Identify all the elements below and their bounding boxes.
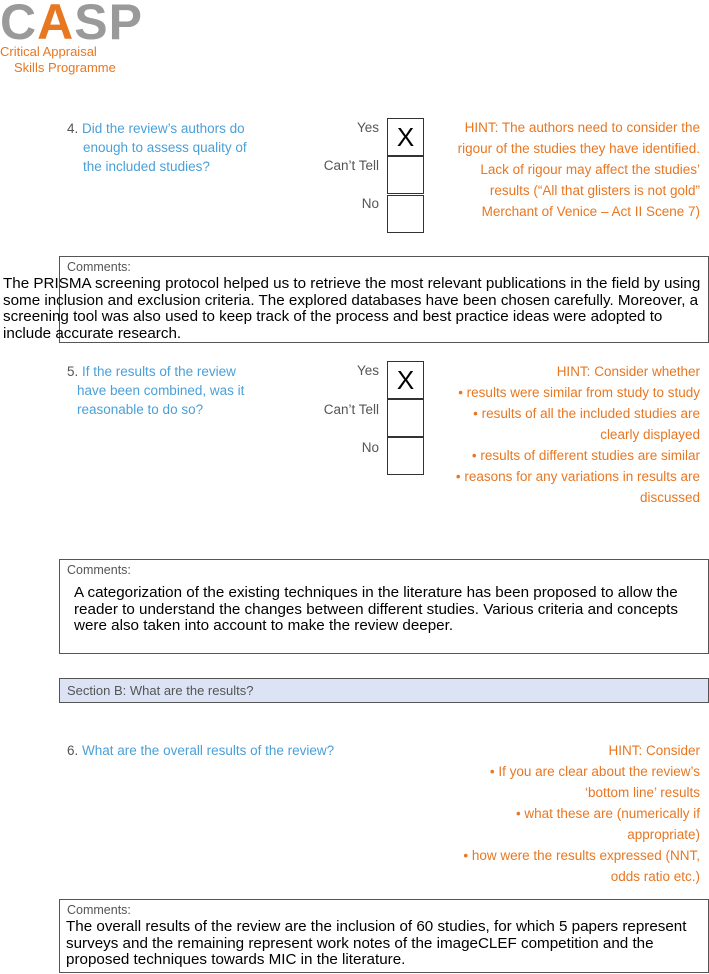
q5-hint-line: • reasons for any variations in results are: [455, 469, 700, 484]
q5-option-yes: Yes: [356, 363, 379, 378]
q6-hint-line: • what these are (numerically if: [515, 806, 700, 821]
q4-hint-line: Lack of rigour may affect the studies’: [480, 162, 700, 177]
logo-letter-a: A: [37, 0, 75, 50]
q5-hint-line: • results were similar from study to study: [458, 385, 700, 400]
q4-option-no: No: [361, 196, 379, 211]
logo-subtitle-2: Skills Programme: [14, 60, 116, 75]
q6-hint: [463, 740, 700, 887]
q4-line-1: Did the review’s authors do: [82, 121, 245, 136]
q5-option-cant-tell: Can’t Tell: [323, 402, 379, 417]
q5-option-no: No: [361, 440, 379, 455]
q4-checkbox-no[interactable]: [387, 195, 424, 233]
q5-line-1: If the results of the review: [82, 364, 236, 379]
q4-question: [67, 119, 247, 176]
q5-hint-line: clearly displayed: [600, 427, 700, 442]
q4-line-2: enough to assess quality of: [83, 140, 247, 155]
q6-hint-line: • If you are clear about the review’s: [489, 764, 700, 779]
q4-hint-line: Merchant of Venice – Act II Scene 7): [481, 204, 700, 219]
logo-subtitle-1: Critical Appraisal: [0, 44, 97, 59]
q5-checkbox-yes[interactable]: X: [387, 361, 424, 399]
casp-logo: [0, 0, 143, 50]
q5-checkbox-cant-tell[interactable]: [387, 399, 424, 437]
q5-line-2: have been combined, was it: [77, 383, 245, 398]
q6-hint-line: • how were the results expressed (NNT,: [463, 848, 700, 863]
q6-hint-line: HINT: Consider: [608, 743, 700, 758]
q6-number: 6.: [67, 743, 79, 758]
q6-comment-text: The overall results of the review are the inclusion of 60 studies, for which 5 papers represent surveys and the remaining represent work notes of the imageCLEF competition and the proposed techniques towards MIC in the literature.: [66, 918, 687, 968]
q4-option-cant-tell: Can’t Tell: [323, 158, 379, 173]
q5-comment-box[interactable]: [59, 559, 709, 654]
q4-hint-line: results (“All that glisters is not gold”: [489, 183, 700, 198]
q5-hint-line: discussed: [639, 490, 700, 505]
q6-text: What are the overall results of the review?: [82, 743, 335, 758]
q4-hint-line: HINT: The authors need to consider the: [464, 120, 700, 135]
q5-comment-label: Comments:: [67, 563, 131, 577]
q6-comment-label: Comments:: [67, 903, 131, 917]
q4-checkbox-yes[interactable]: X: [387, 118, 424, 156]
q4-comment-label: Comments:: [67, 260, 131, 274]
logo-letter-c: C: [0, 0, 38, 50]
section-b-header: Section B: What are the results?: [59, 678, 709, 703]
q5-hint-line: • results of different studies are similar: [471, 448, 700, 463]
q4-number: 4.: [67, 121, 79, 136]
q5-hint-line: HINT: Consider whether: [556, 364, 700, 379]
q6-hint-line: appropriate): [627, 827, 700, 842]
q5-comment-text: A categorization of the existing techniques in the literature has been proposed to allow the reader to understand the changes between different studies. Various criteria and concepts were also taken into account to make the review deeper.: [74, 584, 678, 634]
q5-checkbox-no[interactable]: [387, 437, 424, 475]
q6-hint-line: odds ratio etc.): [610, 869, 700, 884]
q5-line-3: reasonable to do so?: [77, 402, 204, 417]
q5-hint-line: • results of all the included studies are: [473, 406, 700, 421]
q4-line-3: the included studies?: [83, 159, 210, 174]
q4-hint: [458, 117, 700, 222]
q4-comment-text: The PRISMA screening protocol helped us to retrieve the most relevant publications in the field by using some inclusion and exclusion criteria. The explored databases have been chosen carefully. Moreover, a screening tool was also used to keep track of the process and best practice ideas were adopted to include accurate research.: [3, 275, 701, 342]
q6-question: [67, 741, 334, 760]
q5-question: [67, 362, 244, 419]
q6-comment-box[interactable]: [59, 899, 709, 973]
q5-number: 5.: [67, 364, 79, 379]
q4-checkbox-cant-tell[interactable]: [387, 156, 424, 194]
logo-letter-sp: SP: [74, 0, 143, 50]
q6-hint-line: ‘bottom line’ results: [584, 785, 700, 800]
q4-comment-box[interactable]: [3, 256, 709, 343]
q4-option-yes: Yes: [356, 120, 379, 135]
q5-hint: [456, 361, 700, 508]
q4-hint-line: rigour of the studies they have identified.: [457, 141, 700, 156]
